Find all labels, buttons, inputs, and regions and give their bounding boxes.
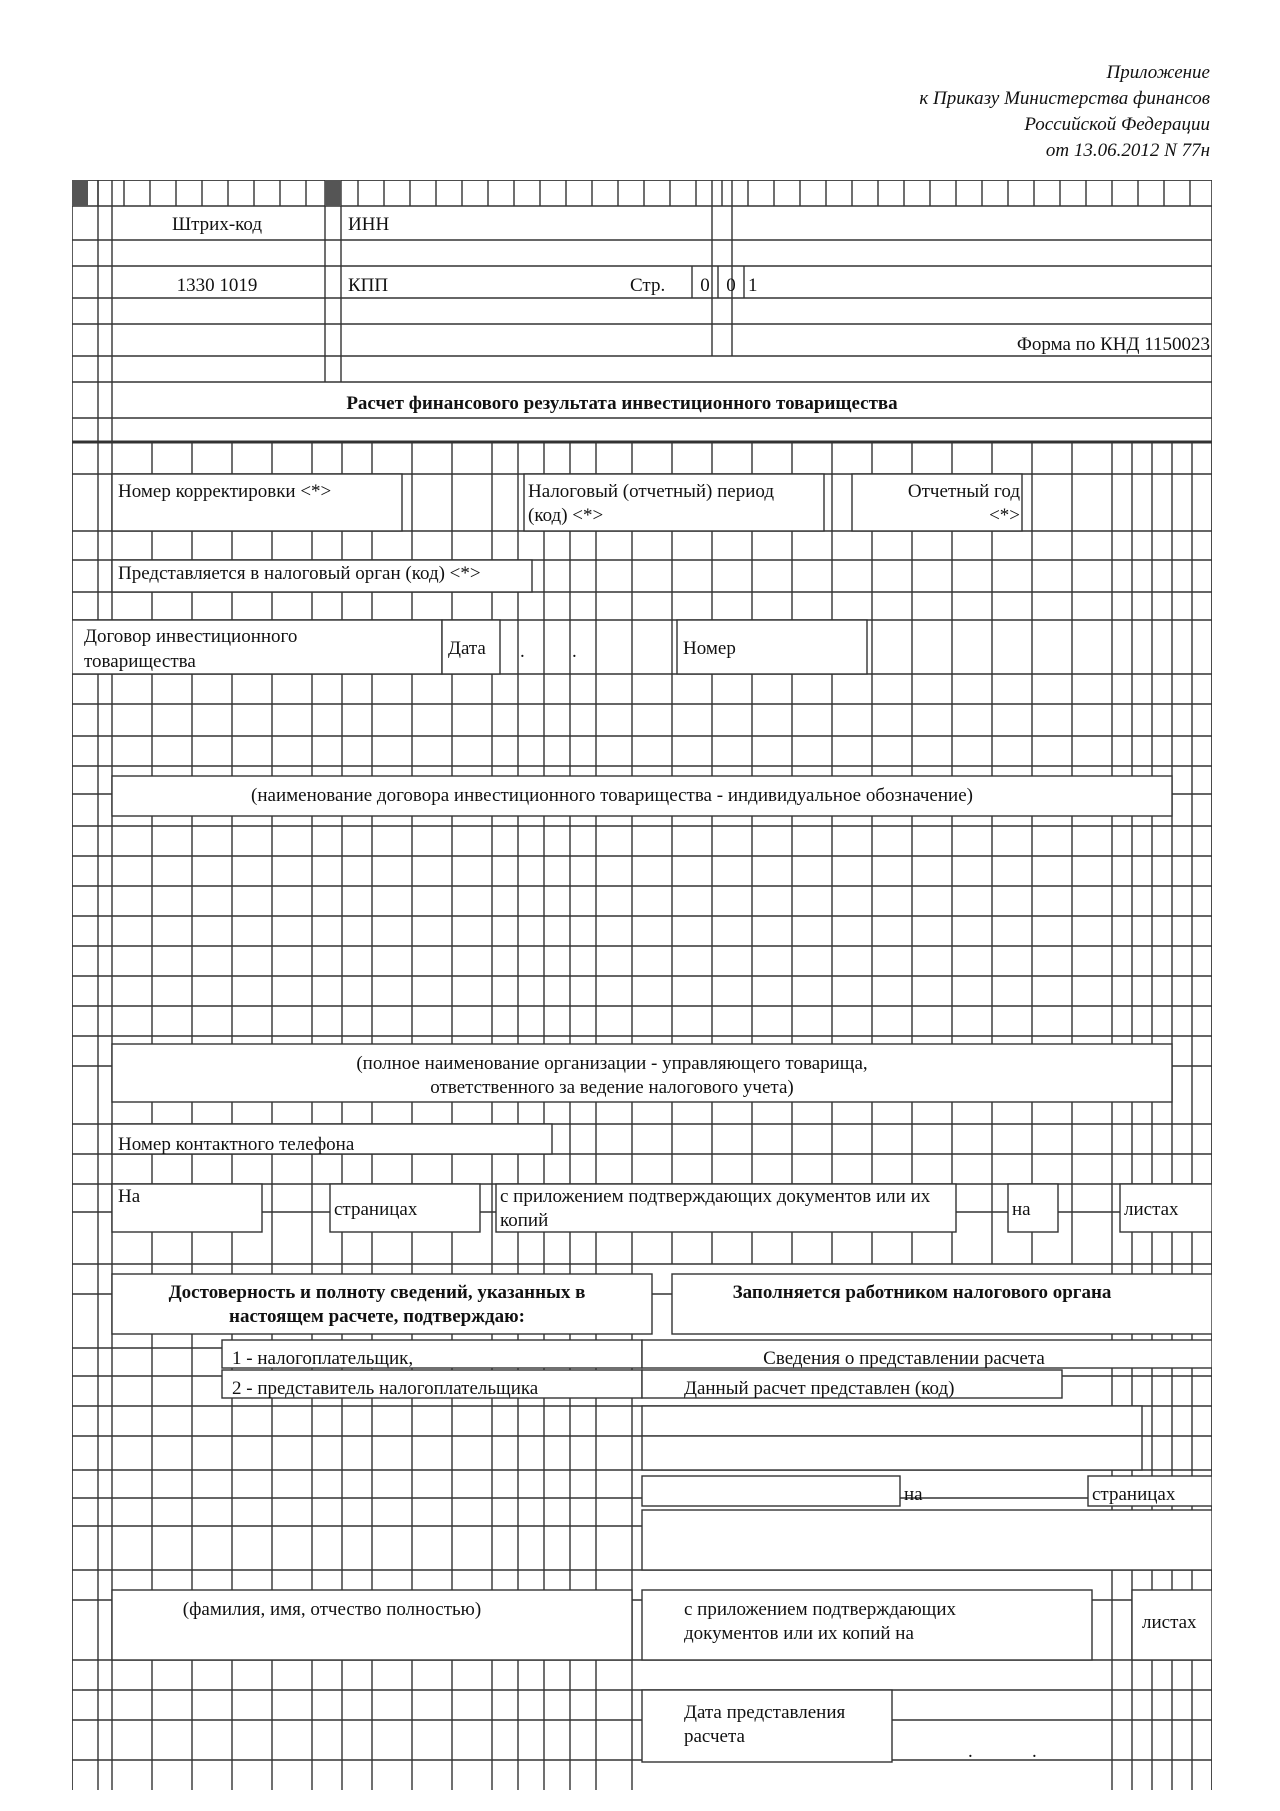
tax-officer-heading: Заполняется работником налогового органа [732, 1282, 1112, 1303]
order-reference-line: Российской Федерации [1024, 114, 1210, 135]
pages-label: страницах [1092, 1484, 1176, 1505]
knd-code: Форма по КНД 1150023 [1016, 334, 1210, 355]
on-label: на [1012, 1199, 1031, 1220]
date-separator: . [520, 641, 525, 662]
page-digit: 1 [748, 275, 758, 296]
on-label: На [118, 1186, 141, 1207]
attachments-label: с приложением подтверждающих документов или их копий [500, 1186, 931, 1231]
grid-cell [642, 1406, 1142, 1436]
report-year-note: <*> [989, 505, 1020, 526]
order-reference-line: Приложение [1106, 62, 1210, 83]
sheets-label: листах [1124, 1199, 1179, 1220]
order-reference-line: от 13.06.2012 N 77н [1045, 140, 1210, 161]
grid-cell [642, 1510, 1212, 1570]
submission-type-label: Данный расчет представлен (код) [684, 1378, 955, 1399]
report-year-label: Отчетный год [907, 481, 1020, 502]
barcode-label: Штрих-код [171, 214, 263, 235]
date-separator: . [1032, 1741, 1037, 1762]
page-label: Стр. [630, 275, 666, 296]
tax-authority-label: Представляется в налоговый орган (код) <*> [118, 563, 481, 584]
contract-label: Договор инвестиционного [84, 626, 298, 647]
submission-date-label: Дата представления [684, 1702, 846, 1723]
order-reference-line: к Приказу Министерства финансов [919, 88, 1210, 109]
tax-form [72, 180, 1212, 1790]
organization-caption: ответственного за ведение налогового учета) [430, 1077, 794, 1098]
corner-marker [72, 180, 88, 206]
contract-label: товарищества [84, 651, 196, 672]
page-digit: 0 [700, 275, 710, 296]
form-title: Расчет финансового результата инвестиционного товарищества [346, 393, 898, 414]
pages-label: страницах [334, 1199, 418, 1220]
order-reference [790, 60, 1210, 164]
tax-period-label: Налоговый (отчетный) период (код) <*> [528, 481, 775, 526]
attachments-label: документов или их копий на [684, 1623, 914, 1644]
corner-marker [325, 180, 341, 206]
grid-cell [642, 1476, 900, 1506]
phone-label: Номер контактного телефона [118, 1134, 355, 1155]
date-label: Дата [448, 638, 486, 659]
confirmation-heading: Достоверность и полноту сведений, указанных в настоящем расчете, подтверждаю: [168, 1282, 586, 1327]
number-label: Номер [683, 638, 736, 659]
organization-caption: (полное наименование организации - управляющего товарища, [356, 1053, 868, 1074]
taxpayer-option: 1 - налогоплательщик, [232, 1348, 414, 1369]
barcode-number: 1330 1019 [176, 275, 258, 296]
sheets-label: листах [1142, 1612, 1197, 1633]
attachments-label: с приложением подтверждающих [684, 1599, 956, 1620]
grid-cell [642, 1436, 1142, 1470]
full-name-caption: (фамилия, имя, отчество полностью) [182, 1599, 482, 1620]
on-label: на [904, 1484, 923, 1505]
submission-info-heading: Сведения о представлении расчета [763, 1348, 1045, 1369]
representative-option: 2 - представитель налогоплательщика [232, 1378, 539, 1399]
submission-date-label: расчета [684, 1726, 745, 1747]
inn-label: ИНН [348, 214, 390, 235]
date-separator: . [968, 1741, 973, 1762]
correction-number-label: Номер корректировки <*> [118, 481, 332, 502]
page-digit: 0 [726, 275, 736, 296]
kpp-label: КПП [348, 275, 389, 296]
form-grid [72, 180, 1212, 1790]
date-separator: . [572, 641, 577, 662]
contract-name-caption: (наименование договора инвестиционного товарищества - индивидуальное обозначение) [251, 785, 973, 806]
